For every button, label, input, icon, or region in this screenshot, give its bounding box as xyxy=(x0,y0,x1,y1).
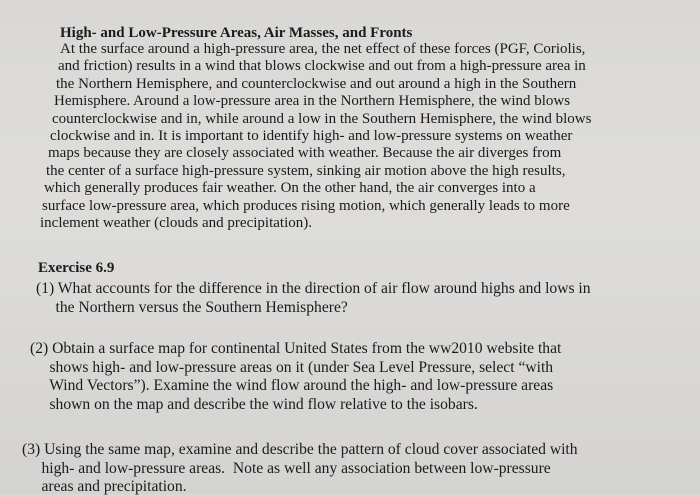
paragraph-line: maps because they are closely associated with weather. Because the air diverges from xyxy=(48,145,562,162)
paragraph-line: Hemisphere. Around a low-pressure area in the Northern Hemisphere, the wind blows xyxy=(54,93,571,110)
question-line: areas and precipitation. xyxy=(22,478,187,495)
paragraph-line: inclement weather (clouds and precipitation). xyxy=(40,215,312,232)
question-line: (3) Using the same map, examine and describe the pattern of cloud cover associated with xyxy=(22,441,578,458)
paragraph-line: At the surface around a high-pressure area, the net effect of these forces (PGF, Coriolis, xyxy=(60,41,586,57)
paragraph-line: the Northern Hemisphere, and counterclockwise and out around a high in the Southern xyxy=(56,75,577,92)
exercise-question-1 xyxy=(36,280,591,317)
paragraph-line: clockwise and in. It is important to identify high- and low-pressure systems on weather xyxy=(50,128,573,145)
question-line: (1) What accounts for the difference in the direction of air flow around highs and lows in xyxy=(36,280,591,297)
paragraph-line: which generally produces fair weather. On the other hand, the air converges into a xyxy=(44,180,536,197)
question-line: high- and low-pressure areas. Note as well any association between low-pressure xyxy=(22,459,551,477)
question-line: shown on the map and describe the wind flow relative to the isobars. xyxy=(30,395,478,413)
intro-paragraph xyxy=(38,41,668,232)
question-line: the Northern versus the Southern Hemisphere? xyxy=(36,298,348,316)
exercise-question-2 xyxy=(30,340,561,414)
question-line: shows high- and low-pressure areas on it (under Sea Level Pressure, select “with xyxy=(30,358,554,376)
paragraph-line: the center of a surface high-pressure system, sinking air motion above the high results, xyxy=(46,162,566,179)
exercise-title: Exercise 6.9 xyxy=(38,260,115,276)
paragraph-line: counterclockwise and in, while around a low in the Southern Hemisphere, the wind blows xyxy=(52,110,592,127)
question-line: (2) Obtain a surface map for continental United States from the ww2010 website that xyxy=(30,340,562,357)
paragraph-line: and friction) results in a wind that blows clockwise and out from a high-pressure area in xyxy=(58,58,586,75)
section-heading: High- and Low-Pressure Areas, Air Masses, and Fronts xyxy=(60,25,413,41)
exercise-question-3 xyxy=(22,441,578,497)
question-line: Wind Vectors”). Examine the wind flow around the high- and low-pressure areas xyxy=(30,377,554,394)
paragraph-line: surface low-pressure area, which produces rising motion, which generally leads to more xyxy=(42,197,570,214)
